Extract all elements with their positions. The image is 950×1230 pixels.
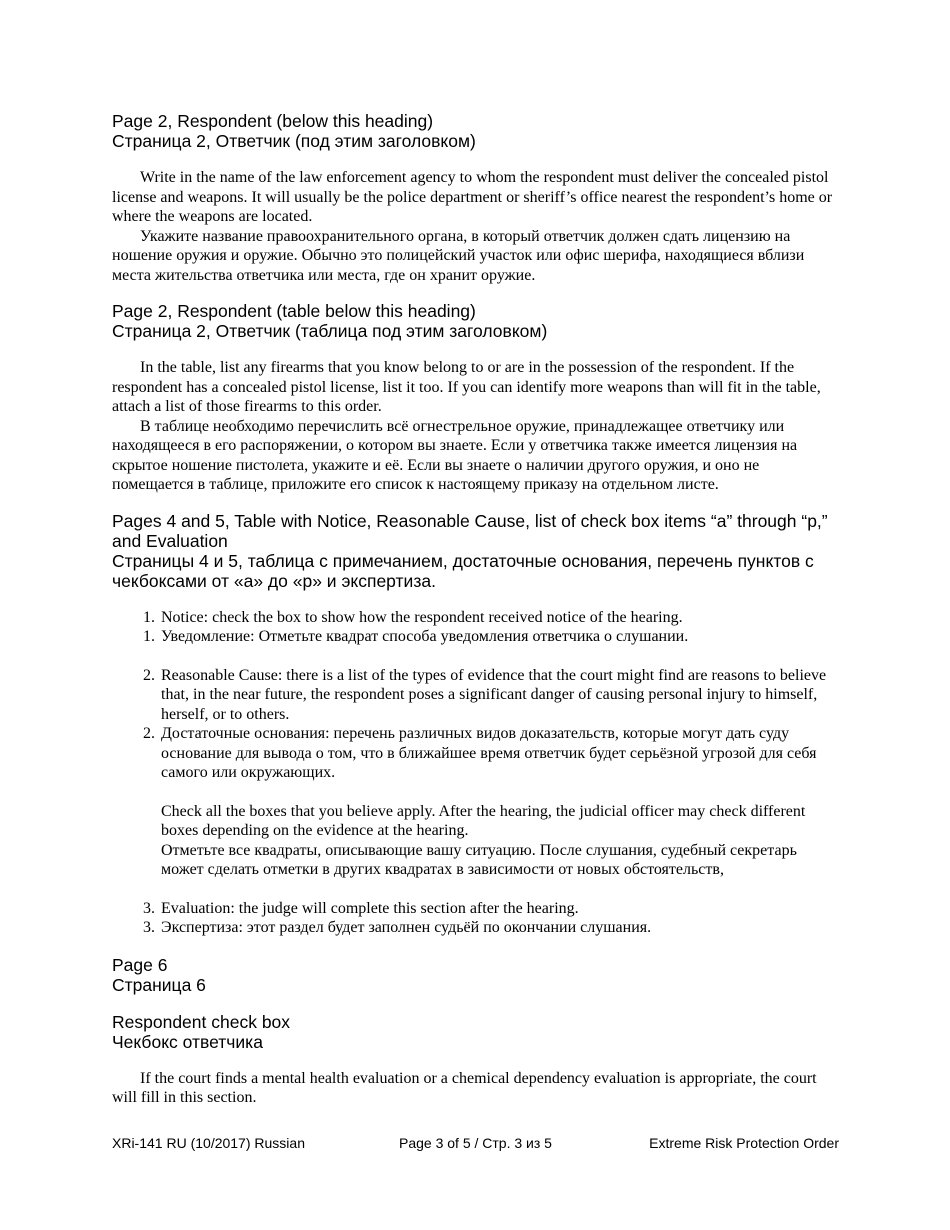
form-title: Extreme Risk Protection Order <box>649 1135 839 1151</box>
paragraph-en: In the table, list any firearms that you know belong to or are in the possession of the respondent. If the respondent has a concealed pistol license, list it too. If you can identify more weapons than will fit in the table, attach a list of those firearms to this order. <box>112 359 821 415</box>
list-number: 1. <box>143 608 155 626</box>
list-item <box>112 627 839 647</box>
heading-ru: Чекбокс ответчика <box>112 1031 263 1052</box>
list-item <box>112 918 839 938</box>
list-item <box>112 899 839 919</box>
list-number: 1. <box>143 628 155 645</box>
list-item <box>112 724 839 783</box>
section-body <box>112 1069 839 1108</box>
document-body <box>112 111 839 1124</box>
heading-en: Respondent check box <box>112 1011 291 1032</box>
page-number: Page 3 of 5 / Стр. 3 из 5 <box>399 1135 552 1151</box>
paragraph-en: If the court finds a mental health evaluation or a chemical dependency evaluation is appropriate, the court will fill in this section. <box>112 1069 817 1106</box>
heading-ru: Страница 2, Ответчик (таблица под этим заголовком) <box>112 321 548 341</box>
note-en: Check all the boxes that you believe apply. After the hearing, the judicial officer may check different boxes depending on the evidence at the hearing. <box>161 802 806 839</box>
list-text-en: Reasonable Cause: there is a list of the types of evidence that the court might find are reasons to believe that, in the near future, the respondent poses a significant danger of causing personal injury to himself, herself, or to others. <box>161 666 827 723</box>
section-heading <box>112 955 839 995</box>
list-text-ru: Достаточные основания: перечень различных видов доказательств, которые могут дать суду основание для вывода о том, что в ближайшее время ответчик будет серьёзной угрозой для себя самого или окружающих. <box>161 725 817 781</box>
heading-en: Pages 4 and 5, Table with Notice, Reasonable Cause, list of check box items “a” through “p,” and Evaluation <box>112 510 828 551</box>
list-text-ru: Экспертиза: этот раздел будет заполнен судьёй по окончании слушания. <box>161 919 652 936</box>
paragraph-ru: В таблице необходимо перечислить всё огнестрельное оружие, принадлежащее ответчику или находящееся в его распоряжении, о котором вы знаете. Если у ответчика также имеется лицензия на скрытое ношение пистолета, укажите и её. Если вы знаете о наличии другого оружия, и оно не помещается в таблице, приложите его список к настоящему приказу на отдельном листе. <box>112 417 798 493</box>
heading-ru: Страницы 4 и 5, таблица с примечанием, достаточные основания, перечень пунктов с чекбоксами от «a» до «p» и экспертиза. <box>112 550 814 591</box>
section-body <box>112 358 839 495</box>
list-number: 3. <box>143 899 155 917</box>
list-text-ru: Уведомление: Отметьте квадрат способа уведомления ответчика о слушании. <box>161 628 689 645</box>
section-heading <box>112 511 839 591</box>
heading-en: Page 2, Respondent (table below this heading) <box>112 301 476 321</box>
list-text-en: Notice: check the box to show how the respondent received notice of the hearing. <box>161 608 683 626</box>
list-item <box>112 608 839 628</box>
paragraph-ru: Укажите название правоохранительного органа, в который ответчик должен сдать лицензию на ношение оружия и оружие. Обычно это полицейский участок или офис шерифа, находящиеся вблизи места жительства ответчика или места, где он хранит оружие. <box>112 227 805 284</box>
section-heading <box>112 1012 839 1052</box>
heading-en: Page 2, Respondent (below this heading) <box>112 111 434 131</box>
heading-en: Page 6 <box>112 954 168 975</box>
numbered-list <box>112 608 839 938</box>
section-heading <box>112 111 839 151</box>
heading-ru: Страница 2, Ответчик (под этим заголовком) <box>112 131 476 151</box>
list-text-en: Evaluation: the judge will complete this section after the hearing. <box>161 899 579 917</box>
page-footer <box>112 1135 839 1153</box>
section-body <box>112 168 839 285</box>
paragraph-en: Write in the name of the law enforcement agency to whom the respondent must deliver the concealed pistol license and weapons. It will usually be the police department or sheriff’s office nearest the respondent’s home or where the weapons are located. <box>112 169 833 225</box>
section-heading <box>112 301 839 341</box>
note-ru: Отметьте все квадраты, описывающие вашу ситуацию. После слушания, судебный секретарь может сделать отметки в других квадратах в зависимости от новых обстоятельств, <box>161 841 797 878</box>
heading-ru: Страница 6 <box>112 974 206 995</box>
form-id: XRi-141 RU (10/2017) Russian <box>112 1135 305 1151</box>
list-number: 3. <box>143 919 155 936</box>
list-number: 2. <box>143 725 155 742</box>
list-item <box>112 666 839 725</box>
list-number: 2. <box>143 666 155 684</box>
